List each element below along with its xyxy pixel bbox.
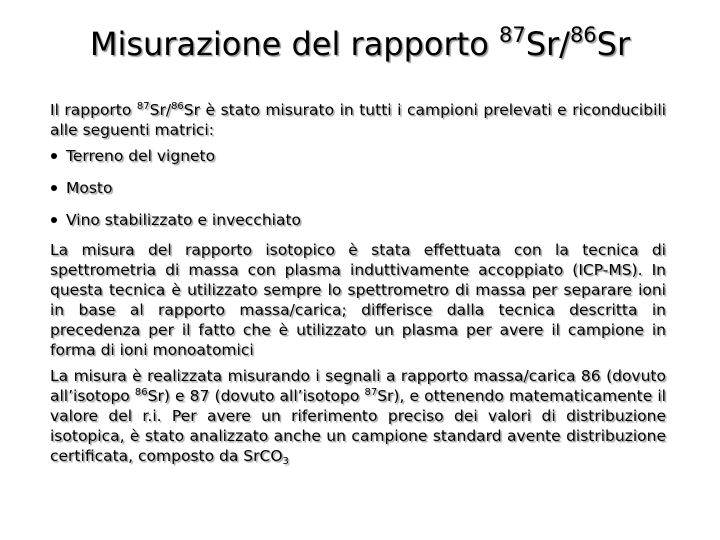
measure-text-2: Sr) e 87 (dovuto all’isotopo xyxy=(147,387,365,405)
list-item xyxy=(50,146,666,178)
matrices-list xyxy=(50,146,666,234)
intro-mass-86: 86 xyxy=(171,101,184,112)
method-paragraph: La misura del rapporto isotopico è stata effettuata con la tecnica di spettrometria di massa con plasma induttivamente accoppiato (ICP-MS). In questa tecnica è utilizzato sempre lo spettrometro di massa per separare ioni in base al rapporto massa/carica; differisce dalla tecnica descritta in precedenza per il fatto che è utilizzato un plasma per avere il campione in forma di ioni monoatomici xyxy=(50,241,666,359)
title-isotope-86-mass: 86 xyxy=(569,23,597,47)
title-isotope-87-mass: 87 xyxy=(498,23,526,47)
intro-text-3: Sr è stato misurato in tutti i campioni prelevati e riconducibili alle seguenti matrici: xyxy=(50,101,666,139)
bullet-icon xyxy=(51,153,57,159)
measure-text-3: Sr), e ottenendo matematicamente il valore del r.i. Per avere un riferimento preciso dei valori di distribuzione isotopica, è stato analizzato anche un campione standard avente distribuzione certificata, composto da SrCO xyxy=(50,387,666,465)
measure-mass-86: 86 xyxy=(134,387,148,398)
measure-subscript: 3 xyxy=(282,456,289,467)
measure-text-1: La misura è realizzata misurando i segnali a rapporto massa/carica 86 (dovuto all’isotopo xyxy=(50,367,666,405)
list-item-label: Mosto xyxy=(66,179,113,197)
intro-text-1: Il rapporto xyxy=(50,101,137,119)
list-item xyxy=(50,178,666,210)
intro-text-2: Sr/ xyxy=(149,101,172,119)
measurement-paragraph xyxy=(50,366,666,466)
list-item xyxy=(50,210,666,234)
list-item-label: Terreno del vigneto xyxy=(66,147,216,165)
bullet-icon xyxy=(51,185,57,191)
slide-body xyxy=(50,100,666,472)
title-isotope-87-element: Sr/ xyxy=(525,25,570,63)
measure-mass-87: 87 xyxy=(364,387,378,398)
intro-paragraph xyxy=(50,100,666,140)
title-isotope-86-element: Sr xyxy=(596,25,631,63)
list-item-label: Vino stabilizzato e invecchiato xyxy=(66,211,302,229)
title-text: Misurazione del rapporto xyxy=(89,25,499,63)
intro-mass-87: 87 xyxy=(136,101,150,112)
slide-title xyxy=(0,22,720,66)
bullet-icon xyxy=(51,217,57,223)
